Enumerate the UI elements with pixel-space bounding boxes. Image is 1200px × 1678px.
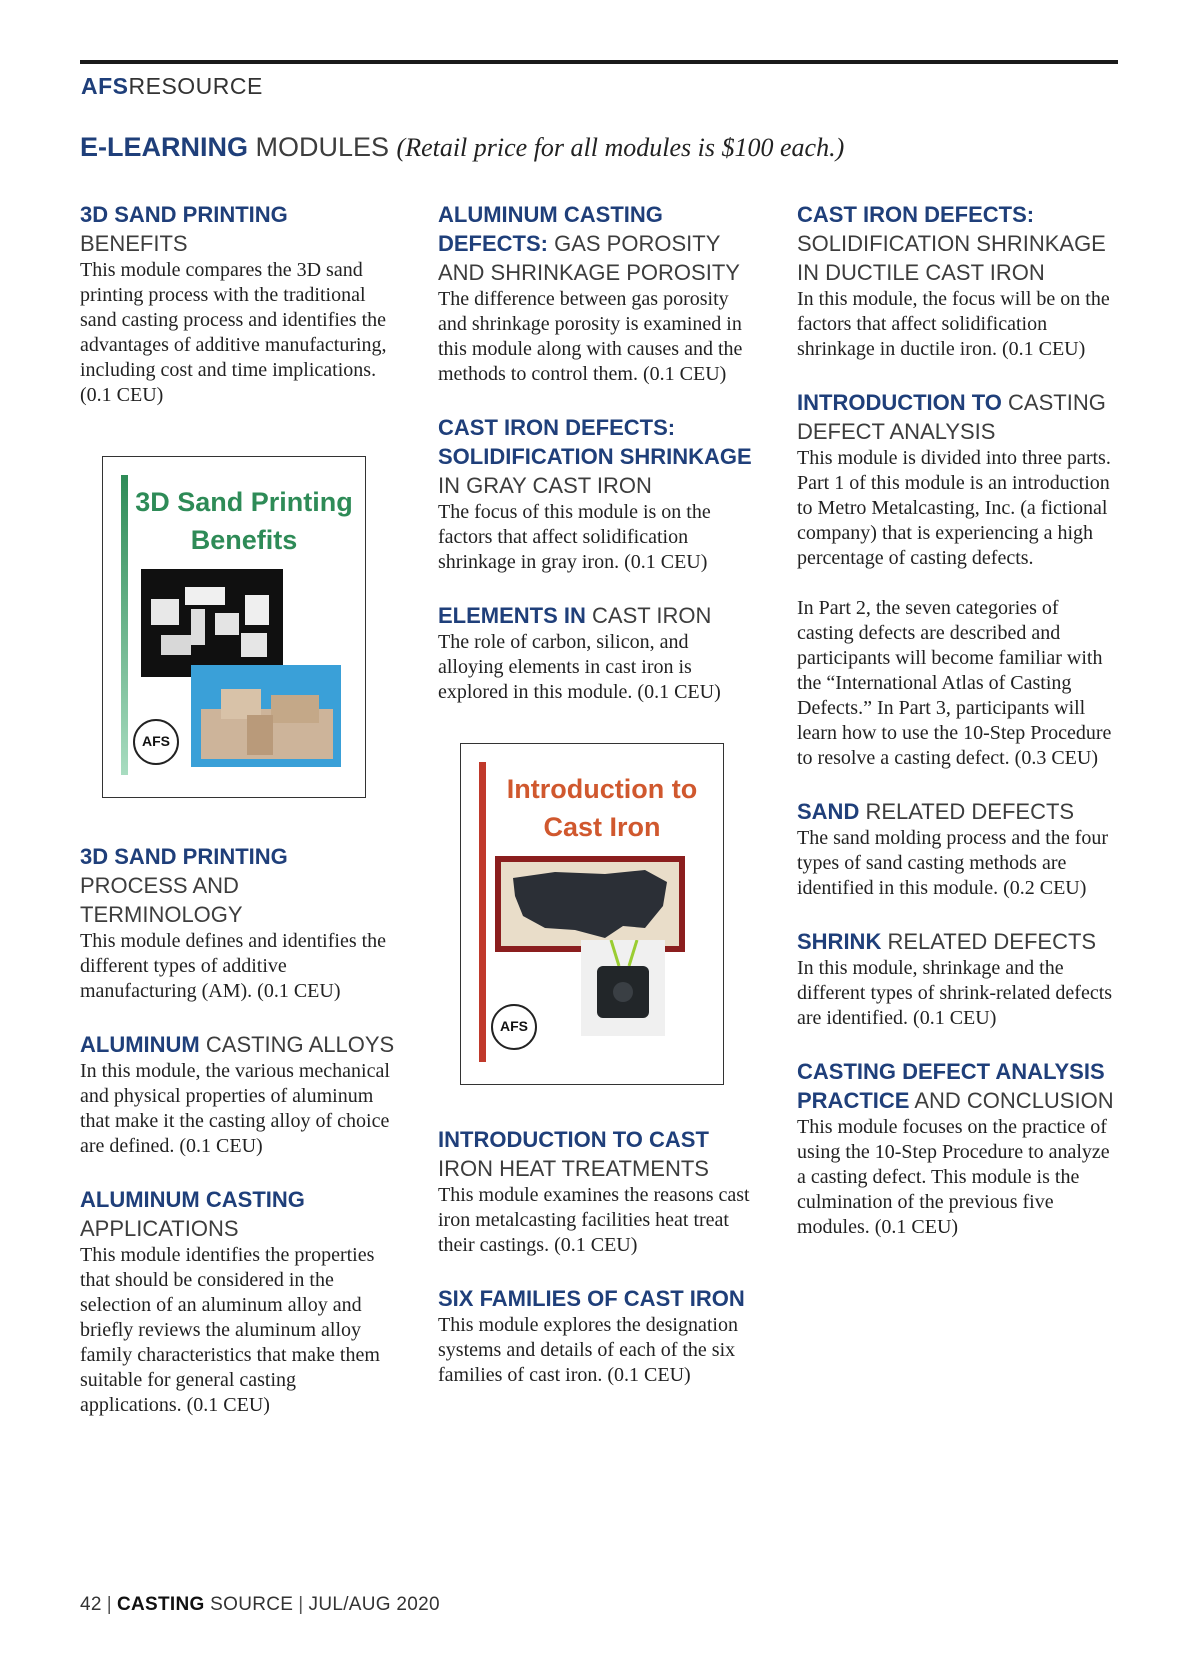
module-title: CASTING DEFECT ANALYSIS PRACTICE AND CONCLUSION [797,1059,1114,1113]
afs-logo: AFS [133,719,179,765]
module-description: The sand molding process and the four types of sand casting methods are identified in this module. (0.2 CEU) [797,827,1109,899]
module-cast-iron-heat-treatments [438,1125,756,1258]
module-description: This module defines and identifies the different types of additive manufacturing (AM). (0.1 CEU) [80,930,387,1002]
section-tag-bold: AFS [81,73,129,99]
module-title: ALUMINUM CASTING ALLOYS [80,1032,395,1057]
module-shrink-related-defects [797,927,1115,1031]
module-title: CAST IRON DEFECTS: SOLIDIFICATION SHRINKAGE IN DUCTILE CAST IRON [797,202,1106,285]
module-title: ALUMINUM CASTING DEFECTS: GAS POROSITY AND SHRINKAGE POROSITY [438,202,740,285]
cover-spine [121,475,128,775]
heading-bold: E-LEARNING [80,132,248,162]
page-number: 42 [80,1594,102,1615]
section-tag [81,73,263,100]
module-description: This module examines the reasons cast iron metalcasting facilities heat treat their castings. (0.1 CEU) [438,1184,750,1256]
module-description-continued: In Part 2, the seven categories of casting defects are described and participants will become familiar with the “International Atlas of Casting Defects.” In Part 3, participants will learn how to use the 10-Step Procedure to resolve a casting defect. (0.3 CEU) [797,597,1112,769]
page-heading [80,132,844,163]
module-title: ELEMENTS IN CAST IRON [438,603,712,628]
module-title: SHRINK RELATED DEFECTS [797,929,1097,954]
afs-logo: AFS [491,1004,537,1050]
module-title: 3D SAND PRINTING PROCESS AND TERMINOLOGY [80,844,288,927]
printed-parts-photo [141,569,283,677]
cover-spine [479,762,486,1062]
module-3d-sand-printing-benefits [80,200,398,408]
module-description: This module identifies the properties that should be considered in the selection of an aluminum alloy and briefly reviews the aluminum alloy family characteristics that make them suitable for general casting applications. (0.1 CEU) [80,1244,380,1416]
module-elements-in-cast-iron [438,601,756,705]
module-aluminum-casting-defects [438,200,756,387]
module-description: In this module, shrinkage and the different types of shrink-related defects are identified. (0.1 CEU) [797,957,1113,1029]
module-title: SAND RELATED DEFECTS [797,799,1075,824]
cover-title: 3D Sand Printing Benefits [135,487,353,555]
module-description: This module compares the 3D sand printing process with the traditional sand casting process and identifies the advantages of additive manufacturing, including cost and time implications. (0.1 CEU) [80,259,387,406]
cover-title: Introduction to Cast Iron [506,774,698,842]
module-title: CAST IRON DEFECTS: SOLIDIFICATION SHRINKAGE IN GRAY CAST IRON [438,415,752,498]
heading-rest: MODULES [248,132,397,162]
casting-part-photo [581,940,665,1036]
module-title: 3D SAND PRINTING BENEFITS [80,202,288,256]
module-ductile-iron-shrinkage [797,200,1115,362]
module-description: The focus of this module is on the factors that affect solidification shrinkage in gray iron. (0.1 CEU) [438,501,711,573]
column-3 [797,200,1115,1266]
module-intro-casting-defect-analysis [797,388,1115,771]
issue-date: JUL/AUG 2020 [308,1594,440,1615]
sand-mold-photo [191,665,341,767]
top-rule [80,60,1118,64]
cover-3d-sand-printing-benefits [102,456,366,798]
cover-introduction-to-cast-iron [460,743,724,1085]
module-aluminum-casting-alloys [80,1030,398,1159]
column-1 [80,200,398,1444]
module-description: This module explores the designation systems and details of each of the six families of cast iron. (0.1 CEU) [438,1314,738,1386]
module-gray-iron-shrinkage [438,413,756,575]
column-2 [438,200,756,1414]
magazine-name-rest: SOURCE [204,1594,294,1615]
module-title: SIX FAMILIES OF CAST IRON [438,1286,745,1311]
module-3d-sand-printing-process [80,842,398,1004]
module-title: INTRODUCTION TO CASTING DEFECT ANALYSIS [797,390,1106,444]
module-description: This module is divided into three parts. Part 1 of this module is an introduction to Metro Metalcasting, Inc. (a fictional company) that is experiencing a high percentage of casting defects. [797,447,1111,569]
us-map-casting-photo [495,856,685,952]
module-description: This module focuses on the practice of using the 10-Step Procedure to analyze a casting defect. This module is the culmination of the previous five modules. (0.1 CEU) [797,1116,1110,1238]
section-tag-rest: RESOURCE [128,73,263,99]
magazine-name-bold: CASTING [116,1594,205,1615]
module-title: ALUMINUM CASTING APPLICATIONS [80,1187,305,1241]
module-aluminum-casting-applications [80,1185,398,1418]
module-title: INTRODUCTION TO CAST IRON HEAT TREATMENTS [438,1127,709,1181]
module-six-families-of-cast-iron [438,1284,756,1388]
module-description: In this module, the focus will be on the factors that affect solidification shrinkage in ductile iron. (0.1 CEU) [797,288,1110,360]
page-footer: 42 | CASTING SOURCE | JUL/AUG 2020 [80,1594,440,1615]
module-casting-defect-analysis-practice [797,1057,1115,1240]
module-description: The role of carbon, silicon, and alloying elements in cast iron is explored in this module. (0.1 CEU) [438,631,721,703]
heading-price-note: (Retail price for all modules is $100 each.) [396,133,845,162]
module-description: In this module, the various mechanical and physical properties of aluminum that make it the casting alloy of choice are defined. (0.1 CEU) [80,1060,390,1157]
module-sand-related-defects [797,797,1115,901]
module-description: The difference between gas porosity and shrinkage porosity is examined in this module along with causes and the methods to control them. (0.1 CEU) [438,288,743,385]
